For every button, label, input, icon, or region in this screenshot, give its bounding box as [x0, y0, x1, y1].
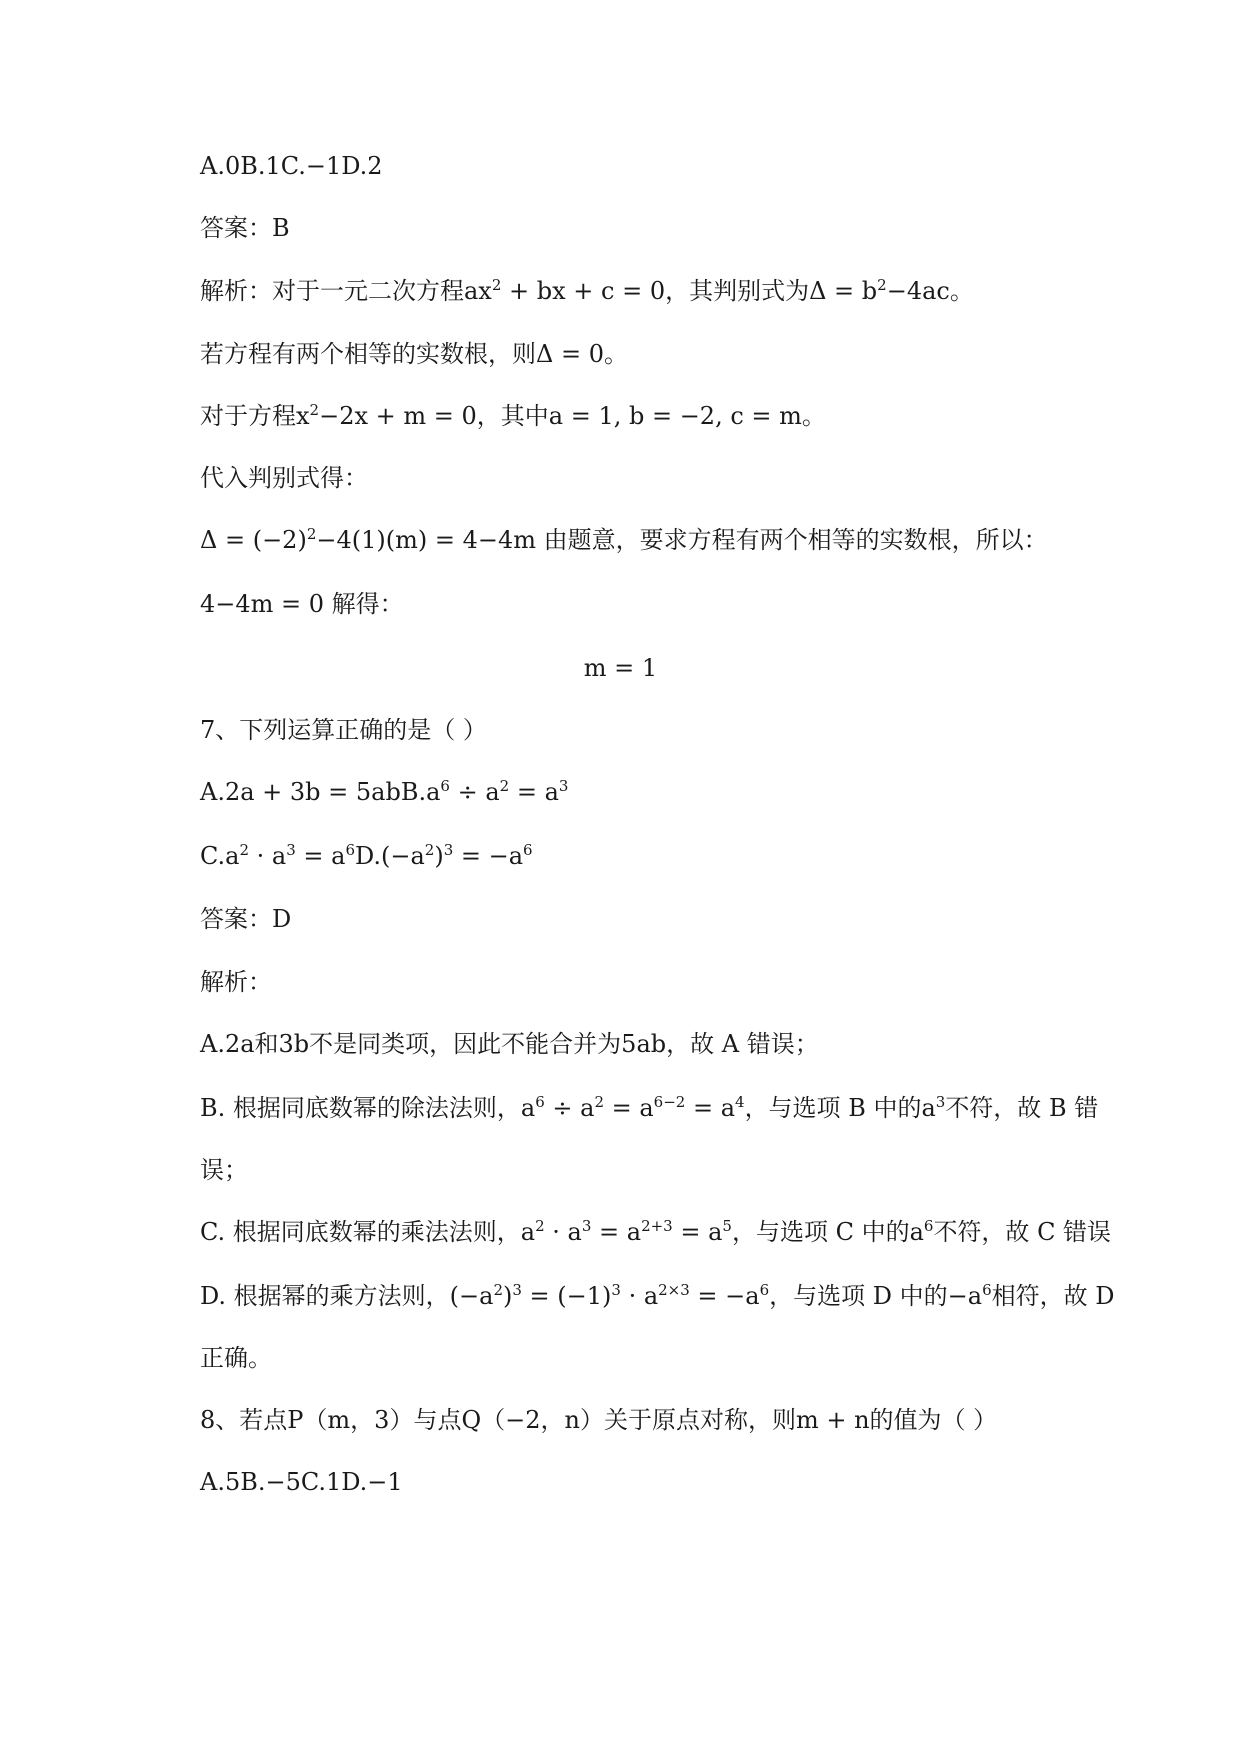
answer-line: 答案：D — [200, 905, 292, 933]
superscript: 2 — [493, 1281, 503, 1299]
text-run: B. 根据同底数幂的除法法则，a — [200, 1094, 536, 1122]
superscript: 3 — [443, 841, 454, 859]
analysis-line: 代入判别式得： — [200, 464, 368, 492]
text-run: = a — [603, 1094, 654, 1122]
superscript: 2 — [535, 1217, 545, 1235]
superscript: 3 — [558, 777, 569, 795]
text-run: + bx + c = 0，其判别式为Δ = b — [501, 277, 878, 305]
question-title: 7、下列运算正确的是（ ） — [200, 716, 487, 744]
superscript: 3 — [286, 841, 296, 859]
result-equation: m = 1 — [583, 654, 658, 682]
text-run: = a — [295, 842, 346, 870]
text-run: 对于方程x — [200, 402, 310, 430]
superscript: 3 — [512, 1281, 522, 1299]
text-run: = (−1) — [521, 1282, 612, 1310]
superscript: 3 — [935, 1093, 946, 1111]
analysis-line: A.2a和3b不是同类项，因此不能合并为5ab，故 A 错误； — [200, 1030, 819, 1058]
analysis-line — [200, 1092, 1099, 1124]
superscript: 2 — [877, 276, 887, 294]
text-run: ) — [434, 842, 444, 870]
superscript: 6 — [345, 841, 355, 859]
text-run: = a — [672, 1218, 723, 1246]
options-line: A.5B.−5C.1D.−1 — [200, 1468, 403, 1496]
superscript: 6 — [759, 1281, 770, 1299]
text-run: 解析：对于一元二次方程ax — [200, 277, 492, 305]
options-line — [200, 776, 1091, 808]
superscript: 2+3 — [641, 1217, 673, 1235]
text-run: · a — [544, 1218, 582, 1246]
superscript: 3 — [581, 1217, 592, 1235]
text-run: = a — [509, 778, 559, 806]
text-run: ÷ a — [449, 778, 500, 806]
text-run: 不符，故 C 错误 — [933, 1218, 1112, 1246]
superscript: 6 — [523, 841, 533, 859]
superscript: 2 — [424, 841, 435, 859]
superscript: 2 — [239, 841, 249, 859]
text-run: 相符，故 D — [991, 1282, 1115, 1310]
question-title: 8、若点P（m，3）与点Q（−2，n）关于原点对称，则m + n的值为（ ） — [200, 1406, 998, 1434]
analysis-line — [200, 1280, 1115, 1312]
text-run: −4(1)(m) = 4−4m 由题意，要求方程有两个相等的实数根，所以： — [316, 526, 1048, 554]
superscript: 6 — [535, 1093, 545, 1111]
text-run: ÷ a — [544, 1094, 595, 1122]
text-run: C.a — [200, 842, 240, 870]
superscript: 3 — [611, 1281, 621, 1299]
text-run: ，与选项 D 中的−a — [769, 1282, 983, 1310]
analysis-line: 若方程有两个相等的实数根，则Δ = 0。 — [200, 340, 628, 368]
text-run: −4ac。 — [886, 277, 974, 305]
analysis-line — [200, 400, 1091, 432]
superscript: 2 — [491, 276, 502, 294]
superscript: 6 — [982, 1281, 992, 1299]
superscript: 6 — [440, 777, 450, 795]
superscript: 6−2 — [653, 1093, 686, 1111]
text-run: Δ = (−2) — [200, 526, 307, 554]
text-run: D.(−a — [354, 842, 425, 870]
text-run: 不符，故 B 错 — [945, 1094, 1099, 1122]
superscript: 2 — [309, 401, 320, 419]
text-run: A.2a + 3b = 5abB.a — [200, 778, 441, 806]
text-run: ) — [502, 1282, 513, 1310]
answer-line: 答案：B — [200, 214, 290, 242]
text-run: · a — [620, 1282, 659, 1310]
superscript: 6 — [923, 1217, 934, 1235]
superscript: 2×3 — [658, 1281, 690, 1299]
text-run: C. 根据同底数幂的乘法法则，a — [200, 1218, 536, 1246]
analysis-line: 解析： — [200, 968, 272, 996]
text-run: · a — [249, 842, 287, 870]
analysis-line — [200, 275, 1091, 307]
superscript: 4 — [735, 1093, 745, 1111]
analysis-line: 误； — [200, 1156, 248, 1184]
text-run: = a — [591, 1218, 642, 1246]
superscript: 2 — [594, 1093, 604, 1111]
text-run: = a — [685, 1094, 736, 1122]
analysis-line — [200, 524, 1091, 556]
analysis-line — [200, 1216, 1112, 1248]
text-run: = −a — [689, 1282, 760, 1310]
superscript: 2 — [306, 525, 317, 543]
text-run: ，与选项 B 中的a — [744, 1094, 936, 1122]
analysis-line: 正确。 — [200, 1344, 272, 1372]
analysis-line: 4−4m = 0 解得： — [200, 590, 404, 618]
superscript: 2 — [499, 777, 510, 795]
options-line — [200, 840, 1091, 872]
superscript: 5 — [722, 1217, 732, 1235]
text-run: = −a — [453, 842, 524, 870]
text-run: ，与选项 C 中的a — [731, 1218, 924, 1246]
options-line: A.0B.1C.−1D.2 — [200, 152, 383, 180]
text-run: D. 根据幂的乘方法则，(−a — [200, 1282, 494, 1310]
text-run: −2x + m = 0，其中a = 1, b = −2, c = m。 — [319, 402, 826, 430]
